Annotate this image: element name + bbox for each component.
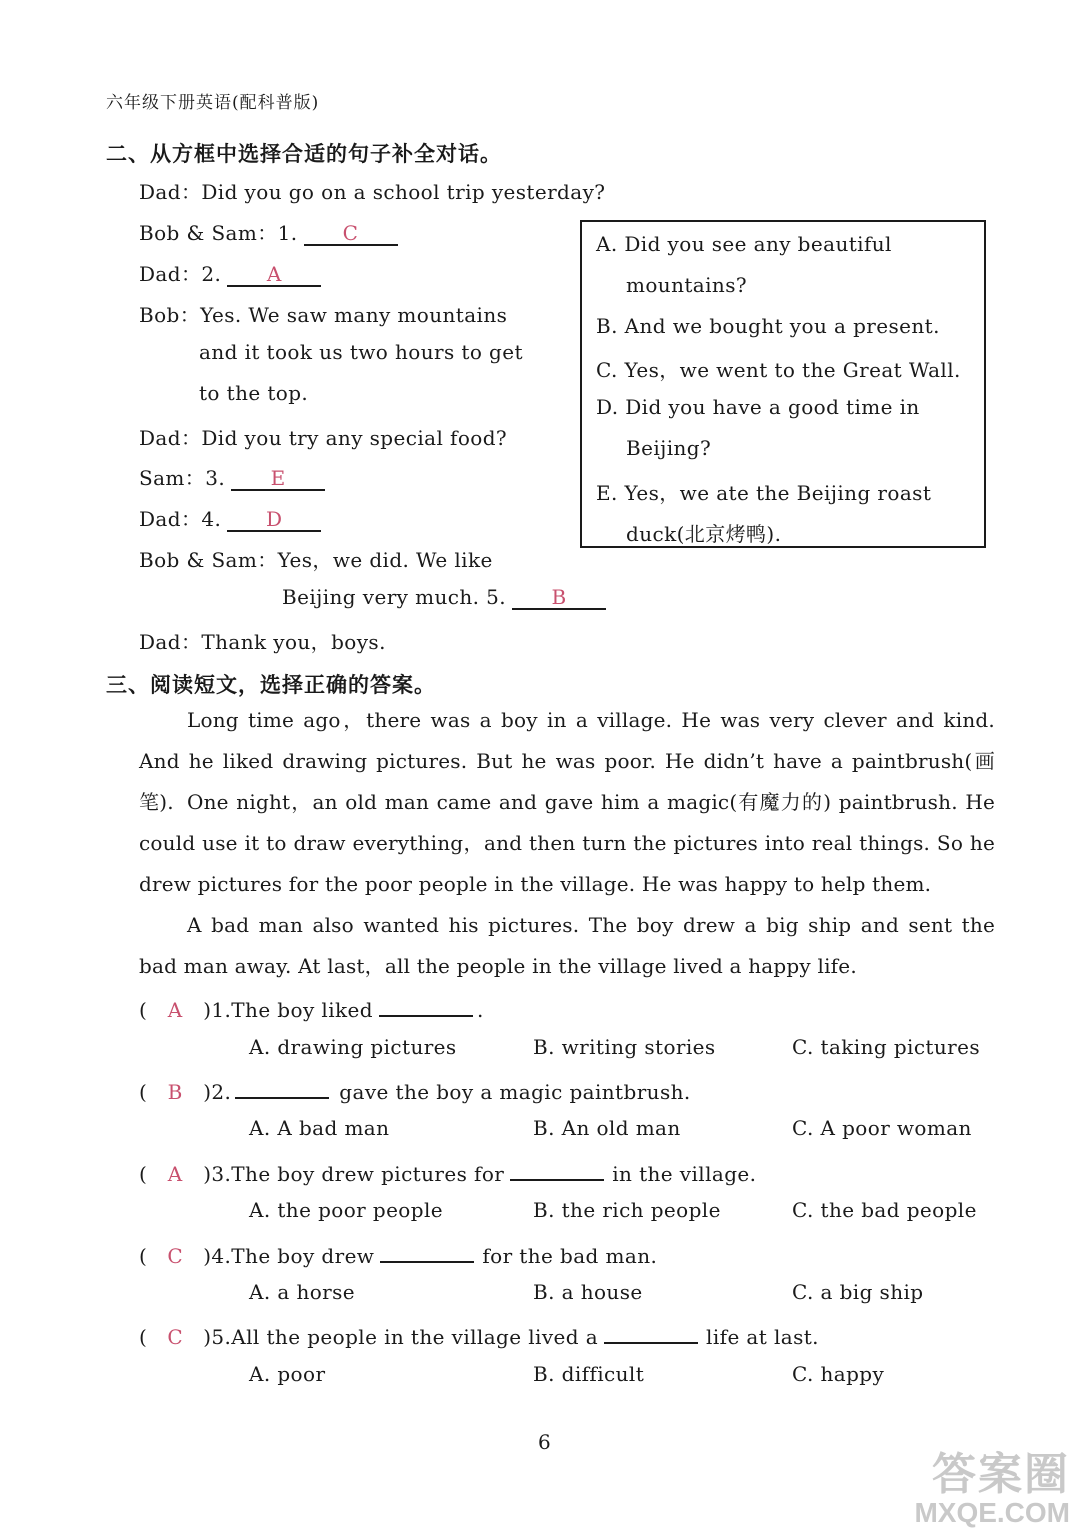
question-1	[139, 993, 484, 1022]
book-header: 六年级下册英语(配科普版)	[106, 93, 320, 113]
question-text: for the bad man.	[482, 1244, 658, 1268]
option-b[interactable]: B. the rich people	[533, 1198, 721, 1222]
passage-paragraph-1: Long time ago，there was a boy in a village. He was very clever and kind. And he liked drawing pictures. But he was poor. He didn’t have a paintbrush(画笔).	[139, 708, 995, 814]
question-text: .	[476, 998, 484, 1022]
question-1-answer[interactable]: A	[167, 998, 183, 1022]
dialogue-line	[139, 217, 398, 246]
choices-box	[580, 220, 986, 548]
question-blank[interactable]	[235, 1075, 329, 1099]
page-number: 6	[538, 1430, 552, 1454]
answer-blank-2[interactable]	[227, 263, 321, 287]
choice-a-cont: mountains?	[626, 273, 747, 297]
dialogue-line: Dad：Did you go on a school trip yesterday?	[139, 180, 606, 204]
dialogue-line	[282, 585, 606, 610]
option-a[interactable]: A. a horse	[249, 1280, 356, 1304]
answer-4: D	[266, 507, 283, 531]
paren-open: (	[139, 1162, 148, 1186]
paren-open: (	[139, 1080, 148, 1104]
dialogue-text: Dad：2.	[139, 262, 222, 286]
option-c[interactable]: C. A poor woman	[792, 1116, 972, 1140]
option-a[interactable]: A. the poor people	[249, 1198, 443, 1222]
dialogue-line	[139, 462, 325, 491]
option-c[interactable]: C. happy	[792, 1362, 885, 1386]
choice-d-cont: Beijing?	[626, 436, 712, 460]
choice-a: A. Did you see any beautiful	[596, 232, 892, 256]
option-c[interactable]: C. the bad people	[792, 1198, 977, 1222]
answer-blank-5[interactable]	[512, 586, 606, 610]
question-number: )3.	[203, 1162, 232, 1186]
watermark-url: MXQE.COM	[914, 1497, 1070, 1528]
question-number: )1.	[203, 998, 232, 1022]
question-3-answer[interactable]: A	[167, 1162, 183, 1186]
question-text: The boy drew pictures for	[231, 1162, 505, 1186]
question-text: in the village.	[612, 1162, 757, 1186]
question-number: )2.	[203, 1080, 232, 1104]
question-5-answer[interactable]: C	[167, 1325, 184, 1349]
option-a[interactable]: A. A bad man	[249, 1116, 390, 1140]
dialogue-line	[139, 258, 321, 287]
option-c[interactable]: C. a big ship	[792, 1280, 924, 1304]
option-b[interactable]: B. writing stories	[533, 1035, 716, 1059]
watermark-logo	[914, 1449, 1070, 1528]
question-blank[interactable]	[379, 993, 473, 1017]
dialogue-line: Dad：Thank you，boys.	[139, 630, 386, 654]
option-c[interactable]: C. taking pictures	[792, 1035, 981, 1059]
dialogue-text: Beijing very much. 5.	[282, 585, 507, 609]
dialogue-line: Bob & Sam：Yes，we did. We like	[139, 548, 493, 572]
dialogue-line: and it took us two hours to get	[199, 340, 523, 364]
choice-e: E. Yes，we ate the Beijing roast	[596, 481, 932, 505]
answer-5: B	[551, 585, 567, 609]
question-text: The boy drew	[231, 1244, 375, 1268]
dialogue-line: to the top.	[199, 381, 309, 405]
option-b[interactable]: B. difficult	[533, 1362, 645, 1386]
question-text: gave the boy a magic paintbrush.	[339, 1080, 691, 1104]
paren-open: (	[139, 1244, 148, 1268]
choice-d: D. Did you have a good time in	[596, 395, 920, 419]
dialogue-line	[139, 503, 321, 532]
option-a[interactable]: A. drawing pictures	[249, 1035, 457, 1059]
dialogue-line: Bob：Yes. We saw many mountains	[139, 303, 508, 327]
question-3	[139, 1157, 756, 1186]
paren-open: (	[139, 998, 148, 1022]
section-2-title: 二、从方框中选择合适的句子补全对话。	[106, 141, 502, 166]
question-2	[139, 1075, 691, 1104]
choice-c: C. Yes，we went to the Great Wall.	[596, 358, 961, 382]
dialogue-text: Bob & Sam：1.	[139, 221, 298, 245]
question-blank[interactable]	[380, 1239, 474, 1263]
paren-open: (	[139, 1325, 148, 1349]
answer-3: E	[270, 466, 286, 490]
question-2-answer[interactable]: B	[167, 1080, 183, 1104]
option-a[interactable]: A. poor	[249, 1362, 326, 1386]
watermark-text: 答案圈	[932, 1449, 1070, 1500]
question-number: )4.	[203, 1244, 232, 1268]
answer-blank-4[interactable]	[227, 508, 321, 532]
option-b[interactable]: B. An old man	[533, 1116, 681, 1140]
question-number: )5.	[203, 1325, 232, 1349]
question-blank[interactable]	[604, 1320, 698, 1344]
answer-blank-3[interactable]	[231, 467, 325, 491]
question-blank[interactable]	[510, 1157, 604, 1181]
question-4	[139, 1239, 657, 1268]
passage-paragraph-3: A bad man also wanted his pictures. The boy drew a big ship and sent the bad man away. At last，all the people in the village lived a happy life.	[139, 913, 995, 978]
option-b[interactable]: B. a house	[533, 1280, 643, 1304]
question-text: All the people in the village lived a	[231, 1325, 599, 1349]
dialogue-line: Dad：Did you try any special food?	[139, 426, 508, 450]
question-4-answer[interactable]: C	[167, 1244, 184, 1268]
question-text: The boy liked	[231, 998, 373, 1022]
choice-b: B. And we bought you a present.	[596, 314, 940, 338]
answer-1: C	[342, 221, 359, 245]
answer-2: A	[266, 262, 282, 286]
section-3-title: 三、阅读短文，选择正确的答案。	[106, 672, 436, 697]
answer-blank-1[interactable]	[304, 222, 398, 246]
dialogue-text: Sam：3.	[139, 466, 226, 490]
question-text: life at last.	[706, 1325, 819, 1349]
choice-e-cont: duck(北京烤鸭).	[626, 522, 782, 546]
question-5	[139, 1320, 819, 1349]
passage-paragraph-2: One night，an old man came and gave him a magic(有魔力的) paintbrush. He could use it to draw everything，and then turn the pictures into real things. So he drew pictures for the poor people in the village. He was happy to help them.	[139, 790, 995, 896]
dialogue-text: Dad：4.	[139, 507, 222, 531]
